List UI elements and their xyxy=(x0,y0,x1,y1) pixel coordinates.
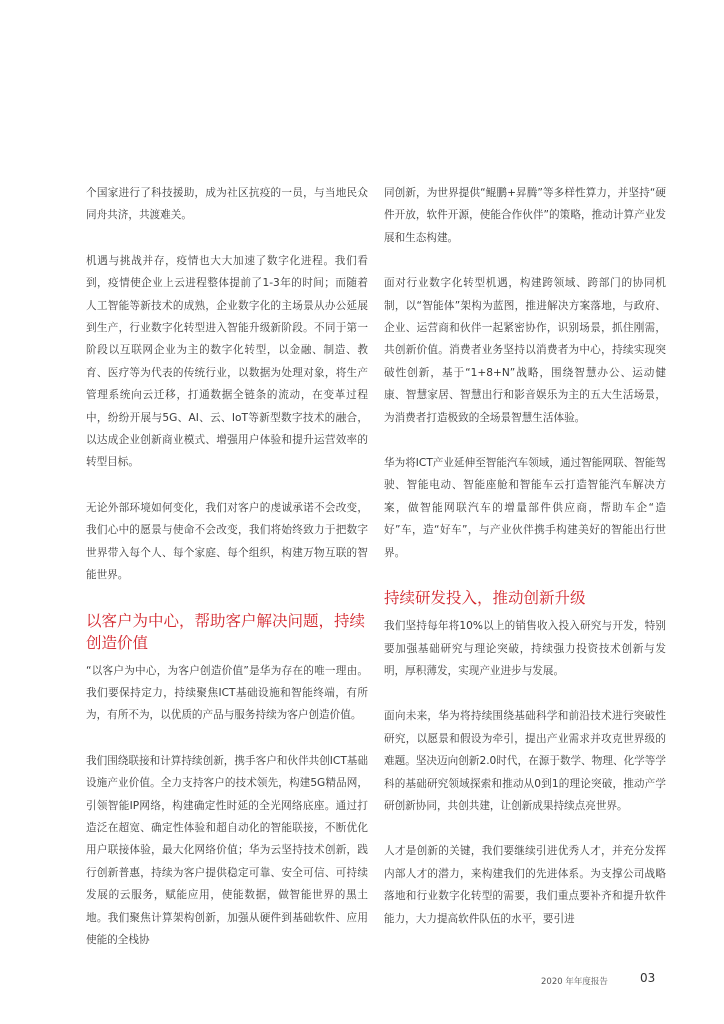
left-paragraph-4: “以客户为中心，为客户创造价值”是华为存在的唯一理由。我们要保持定力，持续聚焦ICT基础设施和智能终端，有所为，有所不为，以优质的产品与服务持续为客户创造价值。 xyxy=(86,664,368,722)
left-paragraph-1: 个国家进行了科技援助，成为社区抗疫的一员，与当地民众同舟共济，共渡难关。 xyxy=(86,187,368,222)
left-paragraph-2: 机遇与挑战并存，疫情也大大加速了数字化进程。我们看到，疫情使企业上云进程整体提前了1-3年的时间；而随着人工智能等新技术的成熟，企业数字化的主场景从办公延展到生产，行业数字化转型进入智能升级新阶段。不同于第一阶段以互联网企业为主的数字化转型，以金融、制造、教育、医疗等为代表的传统行业，以数据为处理对象，将生产管理系统向云迁移，打通数据全链条的流动，在变革过程中，纷纷开展与5G、AI、云、IoT等新型数字技术的融合，以达成企业创新商业模式、增强用户体验和提升运营效率的转型目标。 xyxy=(86,254,368,469)
right-paragraph-3: 华为将ICT产业延伸至智能汽车领域，通过智能网联、智能驾驶、智能电动、智能座舱和智能车云打造智能汽车解决方案，做智能网联汽车的增量部件供应商，帮助车企“造好”车，造“好车”，与产业伙伴携手构建美好的智能出行世界。 xyxy=(384,457,666,559)
right-paragraph-2: 面对行业数字化转型机遇，构建跨领域、跨部门的协同机制，以“智能体”架构为蓝图，推进解决方案落地，与政府、企业、运营商和伙伴一起紧密协作，识别场景，抓住刚需，共创新价值。消费者业务坚持以消费者为中心，持续实现突破性创新，基于“1+8+N”战略，围绕智慧办公、运动健康、智慧家居、智慧出行和影音娱乐为主的五大生活场景，为消费者打造极致的全场景智慧生活体验。 xyxy=(384,277,666,424)
right-column xyxy=(384,182,666,953)
left-column xyxy=(86,182,368,974)
left-paragraph-3: 无论外部环境如何变化，我们对客户的虔诚承诺不会改变，我们心中的愿景与使命不会改变，我们将始终致力于把数字世界带入每个人、每个家庭、每个组织，构建万物互联的智能世界。 xyxy=(86,501,368,582)
footer-report-title: 2020 年年度报告 xyxy=(541,977,608,987)
section-heading-rnd: 持续研发投入，推动创新升级 xyxy=(384,589,586,608)
left-paragraph-5: 我们围绕联接和计算持续创新，携手客户和伙伴共创ICT基础设施产业价值。全力支持客户的技术领先，构建5G精品网，引领智能IP网络，构建确定性时延的全光网络底座。通过打造泛在超宽、确定性体验和超自动化的智能联接，不断优化用户联接体验，最大化网络价值；华为云坚持技术创新，践行创新普惠，持续为客户提供稳定可靠、安全可信、可持续发展的云服务，赋能应用，使能数据，做智能世界的黑土地。我们聚焦计算架构创新，加强从硬件到基础软件、应用使能的全栈协 xyxy=(86,754,368,946)
right-paragraph-1: 同创新，为世界提供“鲲鹏+昇腾”等多样性算力，并坚持“硬件开放，软件开源，使能合作伙伴”的策略，推动计算产业发展和生态构建。 xyxy=(384,187,666,244)
right-paragraph-6: 人才是创新的关键，我们要继续引进优秀人才，并充分发挥内部人才的潜力，来构建我们的先进体系。为支撑公司战略落地和行业数字化转型的需要，我们重点要补齐和提升软件能力，大力提高软件队伍的水平，要引进 xyxy=(384,845,666,925)
footer-page-number: 03 xyxy=(640,971,656,985)
right-paragraph-4: 我们坚持每年将10%以上的销售收入投入研究与开发，特别要加强基础研究与理论突破，持续强力投资技术创新与发明，厚积薄发，实现产业进步与发展。 xyxy=(384,620,666,677)
right-paragraph-5: 面向未来，华为将持续围绕基础科学和前沿技术进行突破性研究，以愿景和假设为牵引，提出产业需求并攻克世界级的难题。坚决迈向创新2.0时代，在源于数学、物理、化学等学科的基础研究领域探索和推动从0到1的理论突破，推动产学研创新协同，共创共建，让创新成果持续点亮世界。 xyxy=(384,710,666,812)
section-heading-customer: 以客户为中心，帮助客户解决问题，持续创造价值 xyxy=(86,611,366,652)
